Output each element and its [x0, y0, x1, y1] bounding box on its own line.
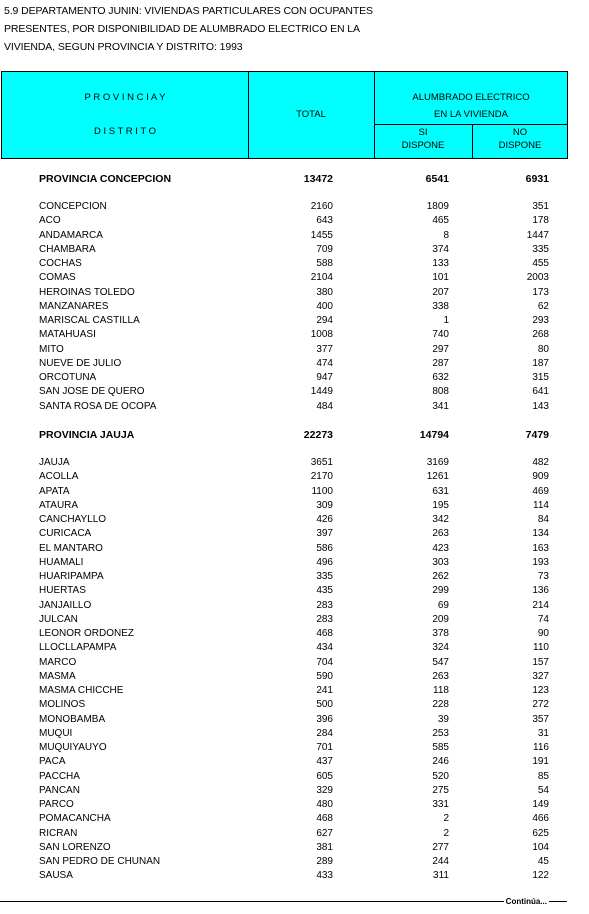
table-row: [0, 584, 589, 598]
district-si: 1: [443, 315, 449, 326]
district-si: 133: [432, 258, 449, 269]
district-name: JANJAILLO: [39, 599, 92, 611]
district-no: 909: [532, 471, 549, 483]
table-row: [0, 670, 589, 684]
district-si: 275: [432, 784, 449, 796]
district-si: 2: [443, 827, 449, 839]
table-row: [0, 770, 589, 784]
district-no: 351: [532, 201, 549, 212]
district-no: 455: [532, 258, 549, 269]
district-total: 309: [316, 499, 333, 511]
district-total: 605: [316, 770, 333, 782]
district-no: 466: [532, 813, 549, 825]
district-no: 173: [532, 286, 549, 298]
table-title: [4, 2, 484, 56]
district-no: 31: [537, 727, 549, 739]
district-si: 740: [432, 329, 449, 341]
header-provincia-line1: P R O V I N C I A Y: [84, 92, 166, 103]
header-alumbrado-line1: ALUMBRADO ELECTRICO: [412, 92, 530, 103]
district-si: 378: [432, 628, 449, 639]
table-row: [0, 300, 589, 314]
district-no: 74: [537, 613, 549, 625]
district-total: 484: [316, 400, 333, 412]
district-si: 3169: [426, 457, 449, 468]
district-no: 163: [532, 542, 549, 554]
district-no: 80: [537, 343, 549, 355]
district-si: 69: [437, 599, 449, 611]
district-si: 324: [432, 642, 449, 654]
district-name: SAN LORENZO: [39, 841, 111, 853]
continua-label: Continúa...: [505, 897, 547, 906]
district-total: 468: [316, 628, 333, 639]
district-name: SAN PEDRO DE CHUNAN: [39, 856, 161, 867]
table-row: [0, 713, 589, 727]
district-name: HUAMALI: [39, 556, 84, 568]
district-total: 283: [316, 599, 333, 611]
table-row: [0, 400, 589, 414]
province-name: PROVINCIA CONCEPCION: [39, 173, 172, 185]
district-total: 2170: [310, 471, 333, 483]
district-total: 709: [316, 243, 333, 255]
table-row: [0, 542, 589, 556]
table-row: [0, 755, 589, 769]
district-total: 396: [316, 713, 333, 725]
district-no: 214: [532, 599, 549, 611]
district-si: 263: [432, 528, 449, 540]
district-name: CANCHAYLLO: [39, 514, 107, 525]
district-name: CHAMBARA: [39, 243, 96, 255]
district-total: 586: [316, 542, 333, 554]
district-name: ANDAMARCA: [39, 229, 103, 241]
table-row: [0, 855, 589, 869]
district-name: COMAS: [39, 272, 76, 284]
province-si: 14794: [419, 429, 449, 441]
district-no: 149: [532, 799, 549, 810]
district-si: 262: [432, 571, 449, 582]
district-name: MOLINOS: [39, 699, 86, 711]
district-no: 178: [532, 215, 549, 227]
header-no-line2: DISPONE: [498, 140, 542, 151]
table-row: [0, 214, 589, 228]
district-si: 277: [432, 841, 449, 853]
district-no: 90: [537, 628, 549, 639]
table-row: [0, 812, 589, 826]
district-name: ACOLLA: [39, 471, 79, 483]
table-row: [0, 385, 589, 399]
district-name: ATAURA: [39, 499, 79, 511]
table-row: [0, 684, 589, 698]
header-total: TOTAL: [296, 109, 326, 120]
province-row: [0, 172, 589, 186]
table-row: [0, 869, 589, 883]
district-name: PACA: [39, 756, 66, 768]
district-no: 122: [532, 870, 549, 882]
district-no: 272: [532, 699, 549, 711]
district-si: 195: [432, 499, 449, 511]
district-no: 268: [532, 329, 549, 341]
district-no: 1447: [526, 229, 549, 241]
district-name: MASMA: [39, 670, 76, 682]
table-row: [0, 371, 589, 385]
title-line-3: VIVIENDA, SEGUN PROVINCIA Y DISTRITO: 1993: [4, 41, 243, 53]
table-row: [0, 286, 589, 300]
district-total: 3651: [310, 457, 333, 468]
district-name: MANZANARES: [39, 300, 109, 312]
district-name: PACCHA: [39, 770, 80, 782]
district-total: 377: [316, 343, 333, 355]
district-name: ORCOTUNA: [39, 372, 97, 383]
district-si: 209: [432, 613, 449, 625]
district-total: 468: [316, 813, 333, 825]
province-si: 6541: [425, 173, 449, 185]
province-no: 6931: [525, 173, 549, 185]
district-si: 303: [432, 556, 449, 568]
district-total: 1008: [310, 329, 333, 341]
district-total: 284: [316, 727, 333, 739]
province-row: [0, 428, 589, 442]
district-total: 289: [316, 856, 333, 867]
district-total: 381: [316, 841, 333, 853]
table-row: [0, 343, 589, 357]
district-si: 585: [432, 742, 449, 753]
district-no: 110: [533, 642, 549, 654]
table-row: [0, 798, 589, 812]
header-distrito-line2: D I S T R I T O: [93, 126, 157, 137]
district-no: 327: [532, 670, 549, 682]
table-row: [0, 556, 589, 570]
table-row: [0, 841, 589, 855]
table-row: [0, 784, 589, 798]
district-name: LLOCLLAPAMPA: [39, 642, 117, 654]
district-total: 434: [316, 642, 333, 654]
district-total: 474: [316, 357, 333, 369]
district-no: 315: [532, 372, 549, 383]
table-row: [0, 527, 589, 541]
district-total: 435: [316, 585, 333, 597]
district-name: CONCEPCION: [39, 201, 107, 212]
district-no: 134: [532, 528, 549, 540]
district-name: NUEVE DE JULIO: [39, 357, 122, 369]
district-si: 1261: [426, 471, 449, 483]
district-si: 632: [432, 372, 449, 383]
district-si: 299: [432, 585, 449, 597]
district-name: LEONOR ORDONEZ: [39, 628, 135, 639]
district-si: 228: [432, 699, 449, 711]
district-si: 118: [433, 685, 449, 696]
table-row: [0, 257, 589, 271]
table-row: [0, 727, 589, 741]
table-row: [0, 741, 589, 755]
district-name: JAUJA: [39, 457, 70, 468]
province-no: 7479: [525, 429, 549, 441]
district-no: 157: [532, 656, 549, 668]
district-no: 191: [532, 756, 549, 768]
table-row: [0, 827, 589, 841]
table-row: [0, 271, 589, 285]
district-name: POMACANCHA: [39, 813, 111, 825]
district-total: 480: [316, 799, 333, 810]
district-si: 8: [443, 229, 449, 241]
district-total: 241: [316, 685, 333, 696]
district-no: 143: [532, 400, 549, 412]
district-no: 187: [532, 357, 549, 369]
table-header: [1, 71, 568, 159]
table-row: [0, 656, 589, 670]
table-row: [0, 599, 589, 613]
district-total: 2160: [310, 201, 333, 212]
district-name: PARCO: [39, 799, 74, 810]
district-name: SAUSA: [39, 870, 73, 882]
district-total: 590: [316, 670, 333, 682]
district-total: 947: [316, 372, 333, 383]
district-name: HUERTAS: [39, 585, 86, 597]
district-no: 2003: [526, 272, 549, 284]
district-si: 547: [432, 656, 449, 668]
district-no: 73: [537, 571, 549, 582]
district-name: PANCAN: [39, 784, 80, 796]
district-no: 293: [532, 315, 549, 326]
province-name: PROVINCIA JAUJA: [39, 429, 135, 441]
district-name: MUQUI: [39, 727, 73, 739]
district-si: 246: [432, 756, 449, 768]
district-total: 704: [316, 656, 333, 668]
district-total: 1449: [310, 386, 333, 398]
district-no: 114: [533, 499, 549, 511]
district-si: 338: [432, 300, 449, 312]
title-line-2: PRESENTES, POR DISPONIBILIDAD DE ALUMBRADO ELECTRICO EN LA: [4, 23, 360, 35]
table-row: [0, 513, 589, 527]
district-total: 433: [316, 870, 333, 882]
district-si: 287: [432, 357, 449, 369]
district-si: 244: [432, 856, 449, 867]
district-si: 207: [432, 286, 449, 298]
district-total: 437: [316, 756, 333, 768]
district-no: 482: [532, 457, 549, 468]
header-alumbrado-line2: EN LA VIVIENDA: [434, 109, 508, 120]
header-si-line2: DISPONE: [401, 140, 445, 151]
district-no: 469: [532, 485, 549, 497]
table-row: [0, 243, 589, 257]
province-total: 13472: [303, 173, 333, 185]
district-total: 496: [316, 556, 333, 568]
table-row: [0, 328, 589, 342]
table-row: [0, 499, 589, 513]
district-no: 104: [532, 841, 549, 853]
table-row: [0, 357, 589, 371]
district-total: 701: [316, 742, 333, 753]
district-si: 631: [432, 485, 449, 497]
district-name: MONOBAMBA: [39, 713, 106, 725]
table-row: [0, 698, 589, 712]
district-si: 1809: [426, 201, 449, 212]
district-total: 588: [316, 258, 333, 269]
district-si: 331: [432, 799, 449, 810]
district-no: 136: [532, 585, 549, 597]
district-total: 643: [316, 215, 333, 227]
district-name: MUQUIYAUYO: [39, 742, 107, 753]
district-name: COCHAS: [39, 258, 82, 269]
district-total: 2104: [310, 272, 333, 284]
district-no: 641: [532, 386, 549, 398]
province-total: 22273: [303, 429, 333, 441]
district-si: 520: [432, 770, 449, 782]
district-name: MITO: [39, 343, 64, 355]
district-no: 116: [533, 742, 549, 753]
district-name: JULCAN: [39, 613, 78, 625]
district-si: 101: [432, 272, 449, 284]
district-name: EL MANTARO: [39, 542, 103, 554]
district-total: 283: [316, 613, 333, 625]
table-row: [0, 470, 589, 484]
district-name: MATAHUASI: [39, 329, 96, 341]
district-si: 342: [432, 514, 449, 525]
table-row: [0, 641, 589, 655]
district-no: 357: [532, 713, 549, 725]
table-row: [0, 229, 589, 243]
district-name: SANTA ROSA DE OCOPA: [39, 400, 157, 412]
district-total: 1455: [310, 229, 333, 241]
district-total: 1100: [311, 485, 333, 497]
district-name: MARCO: [39, 656, 77, 668]
district-total: 335: [316, 571, 333, 582]
district-si: 341: [432, 400, 449, 412]
district-total: 397: [316, 528, 333, 540]
district-si: 2: [443, 813, 449, 825]
district-name: CURICACA: [39, 528, 92, 540]
title-line-1: 5.9 DEPARTAMENTO JUNIN: VIVIENDAS PARTICULARES CON OCUPANTES: [4, 5, 373, 17]
table-row: [0, 456, 589, 470]
table-row: [0, 485, 589, 499]
district-si: 808: [432, 386, 449, 398]
district-no: 193: [532, 556, 549, 568]
district-no: 54: [537, 784, 549, 796]
district-total: 426: [316, 514, 333, 525]
district-si: 311: [433, 870, 449, 882]
district-total: 294: [316, 315, 333, 326]
table-row: [0, 627, 589, 641]
footer-rule: [0, 901, 567, 902]
district-total: 627: [316, 827, 333, 839]
district-no: 335: [532, 243, 549, 255]
district-si: 253: [432, 727, 449, 739]
district-total: 380: [316, 286, 333, 298]
district-no: 85: [537, 770, 549, 782]
district-total: 500: [316, 699, 333, 711]
district-no: 84: [537, 514, 549, 525]
district-name: ACO: [39, 215, 61, 227]
table-row: [0, 200, 589, 214]
district-total: 400: [316, 300, 333, 312]
table-row: [0, 314, 589, 328]
district-name: APATA: [39, 485, 70, 497]
district-no: 45: [537, 856, 549, 867]
header-si-line1: SI: [418, 127, 428, 138]
district-si: 374: [432, 243, 449, 255]
district-name: MARISCAL CASTILLA: [39, 315, 140, 326]
district-name: HUARIPAMPA: [39, 571, 104, 582]
district-si: 39: [437, 713, 449, 725]
district-name: RICRAN: [39, 827, 78, 839]
table-row: [0, 570, 589, 584]
district-name: SAN JOSE DE QUERO: [39, 386, 145, 398]
district-total: 329: [316, 784, 333, 796]
district-no: 62: [537, 300, 549, 312]
header-no-line1: NO: [512, 127, 528, 138]
district-si: 263: [432, 670, 449, 682]
district-name: HEROINAS TOLEDO: [39, 286, 135, 298]
district-name: MASMA CHICCHE: [39, 685, 124, 696]
district-si: 465: [432, 215, 449, 227]
district-si: 297: [432, 343, 449, 355]
table-row: [0, 613, 589, 627]
district-si: 423: [432, 542, 449, 554]
district-no: 123: [532, 685, 549, 696]
district-no: 625: [532, 827, 549, 839]
